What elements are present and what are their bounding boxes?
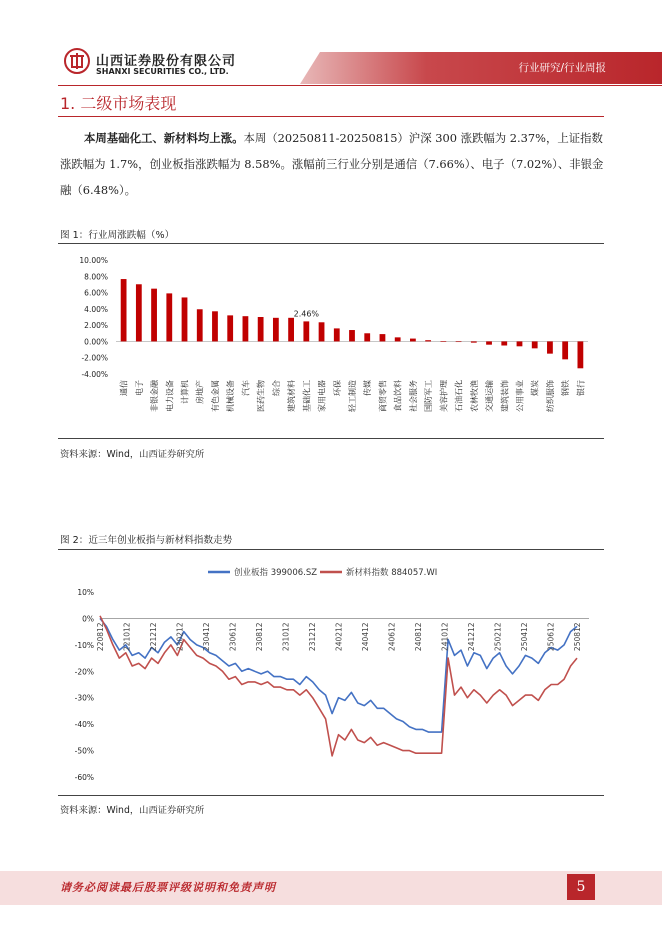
y-tick-label: -10% [74, 640, 94, 650]
x-tick-label: 250612 [546, 622, 556, 652]
bar-家用电器 [319, 322, 325, 341]
x-tick-label: 电子 [134, 380, 144, 396]
bar-计算机 [182, 297, 188, 341]
x-tick-label: 纺织服饰 [545, 380, 555, 412]
x-tick-label: 240212 [334, 622, 344, 652]
x-tick-label: 241012 [440, 622, 450, 652]
y-tick-label: 10.00% [79, 256, 108, 265]
report-type-label: 行业研究/行业周报 [518, 62, 606, 74]
bar-非银金融 [151, 289, 157, 342]
x-tick-label: 农林牧渔 [469, 380, 479, 412]
bar-食品饮料 [395, 337, 401, 341]
y-tick-label: 4.00% [84, 304, 108, 314]
x-tick-label: 综合 [271, 380, 281, 396]
figure2-caption: 图 2：近三年创业板指与新材料指数走势 [60, 535, 233, 546]
figure2-bottom-rule [58, 795, 604, 796]
x-tick-label: 220812 [96, 622, 105, 652]
x-tick-label: 250412 [520, 622, 529, 652]
x-tick-label: 250212 [493, 622, 503, 652]
x-tick-label: 231012 [281, 622, 291, 652]
figure1-caption: 图 1：行业周涨跌幅（%） [60, 230, 175, 241]
x-tick-label: 240812 [414, 622, 423, 652]
bar-煤炭 [532, 341, 538, 348]
x-tick-label: 商贸零售 [378, 380, 388, 412]
x-tick-label: 石油石化 [454, 380, 464, 412]
x-tick-label: 有色金属 [210, 380, 220, 412]
y-tick-label: -50% [74, 746, 94, 756]
x-tick-label: 环保 [332, 380, 342, 396]
x-tick-label: 240412 [361, 622, 370, 652]
x-tick-label: 美容护理 [439, 380, 449, 412]
x-tick-label: 250812 [573, 622, 582, 652]
disclaimer-notice: 请务必阅读最后股票评级说明和免责声明 [60, 881, 276, 894]
x-tick-label: 221012 [122, 622, 132, 652]
x-tick-label: 家用电器 [317, 380, 327, 412]
bar-钢铁 [562, 341, 568, 359]
x-tick-label: 传媒 [363, 380, 373, 396]
x-tick-label: 241212 [467, 622, 476, 652]
y-tick-label: 10% [77, 588, 94, 597]
x-tick-label: 房地产 [195, 380, 205, 404]
bar-商贸零售 [380, 334, 386, 341]
bar-美容护理 [440, 341, 446, 342]
x-tick-label: 国防军工 [424, 380, 434, 412]
bar-房地产 [197, 309, 203, 341]
index-trend-chart [58, 550, 604, 795]
bar-机械设备 [227, 315, 233, 341]
header-divider [58, 85, 662, 86]
data-label: 2.46% [293, 309, 320, 319]
x-tick-label: 基础化工 [302, 380, 312, 412]
bar-公用事业 [517, 341, 523, 346]
y-tick-label: -60% [74, 773, 94, 782]
page-number: 5 [567, 874, 595, 900]
x-tick-label: 建筑装饰 [500, 380, 510, 412]
bar-电子 [136, 284, 142, 341]
legend-label: 新材料指数 884057.WI [346, 568, 438, 578]
figure1-bottom-rule [58, 438, 604, 439]
x-tick-label: 煤炭 [530, 380, 540, 396]
x-tick-label: 汽车 [241, 380, 251, 396]
x-tick-label: 230212 [175, 622, 185, 652]
company-name-en: SHANXI SECURITIES CO., LTD. [96, 67, 229, 76]
bar-汽车 [243, 316, 249, 341]
y-tick-label: -4.00% [81, 370, 108, 379]
bar-石油石化 [456, 341, 462, 342]
x-tick-label: 240612 [387, 622, 397, 652]
company-name-cn: 山西证券股份有限公司 [96, 54, 237, 69]
summary-paragraph [60, 125, 605, 203]
x-tick-label: 231212 [308, 622, 317, 652]
figure2-source: 资料来源：Wind，山西证券研究所 [60, 805, 205, 816]
bar-通信 [121, 279, 127, 341]
section-title: 1. 二级市场表现 [60, 94, 177, 113]
x-tick-label: 轻工制造 [348, 380, 357, 412]
company-logo-icon [64, 48, 90, 74]
bar-交通运输 [486, 341, 492, 344]
x-tick-label: 通信 [119, 380, 129, 396]
y-tick-label: 2.00% [84, 321, 108, 331]
bar-有色金属 [212, 311, 218, 341]
x-tick-label: 交通运输 [485, 380, 495, 412]
y-tick-label: -30% [74, 693, 94, 703]
header-band [300, 52, 662, 84]
bar-环保 [334, 328, 340, 341]
y-tick-label: 6.00% [84, 288, 108, 298]
x-tick-label: 钢铁 [561, 379, 571, 396]
section-divider [58, 116, 604, 117]
x-tick-label: 公用事业 [515, 380, 525, 412]
bar-医药生物 [258, 317, 264, 341]
y-tick-label: 0% [82, 614, 94, 624]
x-tick-label: 建筑材料 [287, 380, 297, 412]
x-tick-label: 社会服务 [408, 380, 418, 412]
bar-基础化工 [303, 321, 309, 341]
figure1-source: 资料来源：Wind，山西证券研究所 [60, 449, 205, 460]
bar-国防军工 [425, 340, 431, 341]
x-tick-label: 230412 [202, 622, 211, 652]
summary-lead: 本周基础化工、新材料均上涨。 [84, 131, 244, 145]
bar-轻工制造 [349, 330, 355, 341]
x-tick-label: 食品饮料 [393, 380, 403, 412]
y-tick-label: -2.00% [81, 353, 108, 363]
bar-电力设备 [166, 293, 172, 341]
x-tick-label: 非银金融 [150, 380, 160, 412]
bar-社会服务 [410, 339, 416, 342]
bar-建筑材料 [288, 318, 294, 342]
bar-纺织服饰 [547, 341, 553, 353]
y-tick-label: -40% [74, 720, 94, 730]
y-tick-label: 0.00% [84, 337, 108, 347]
x-tick-label: 计算机 [180, 380, 190, 404]
x-tick-label: 电力设备 [165, 380, 175, 412]
legend-label: 创业板指 399006.SZ [234, 568, 318, 578]
bar-传媒 [364, 333, 370, 341]
summary-body: 本周（20250811-20250815）沪深 300 涨跌幅为 2.37%，上证指数涨跌幅为 1.7%，创业板指涨跌幅为 8.58%。涨幅前三行业分别是通信（7.66%）、电子（7.02%）、非银金融（6.48%）。 [60, 131, 604, 197]
industry-weekly-change-chart [58, 244, 604, 438]
bar-农林牧渔 [471, 341, 477, 342]
x-tick-label: 银行 [576, 380, 586, 396]
bar-综合 [273, 318, 279, 342]
y-tick-label: -20% [74, 667, 94, 677]
x-tick-label: 221212 [149, 622, 158, 652]
x-tick-label: 230612 [228, 622, 238, 652]
x-tick-label: 医药生物 [256, 380, 266, 412]
bar-银行 [577, 341, 583, 368]
x-tick-label: 230812 [255, 622, 264, 652]
x-tick-label: 机械设备 [226, 380, 236, 412]
bar-建筑装饰 [501, 341, 507, 345]
y-tick-label: 8.00% [84, 272, 108, 282]
